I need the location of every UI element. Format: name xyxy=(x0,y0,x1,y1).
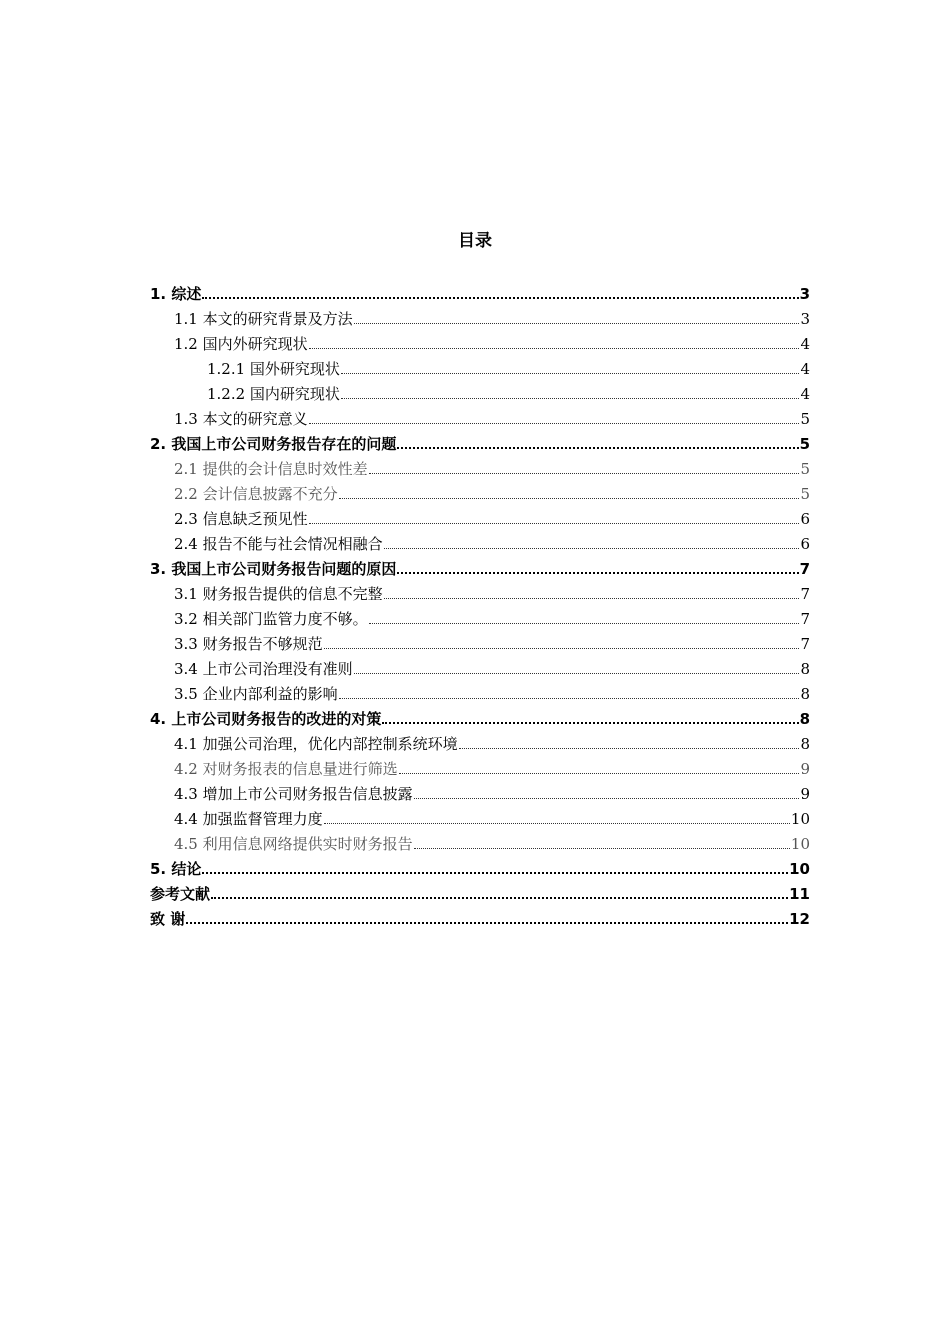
toc-entry-label: 4.1 加强公司治理，优化内部控制系统环境 xyxy=(174,735,458,753)
toc-dot-leader xyxy=(341,360,800,374)
toc-dot-leader xyxy=(384,535,800,549)
toc-entry-label: 1. 综述 xyxy=(150,285,202,303)
toc-entry-label: 3.5 企业内部利益的影响 xyxy=(174,685,338,703)
toc-page-number: 7 xyxy=(800,635,810,653)
toc-dot-leader xyxy=(397,434,798,449)
toc-dot-leader xyxy=(354,660,800,674)
toc-entry[interactable] xyxy=(150,753,810,778)
toc-page-number: 5 xyxy=(799,435,810,453)
toc-entry[interactable] xyxy=(150,678,810,703)
toc-entry-label: 1.3 本文的研究意义 xyxy=(174,410,308,428)
toc-page-number: 5 xyxy=(800,485,810,503)
toc-entry[interactable] xyxy=(150,553,810,578)
toc-page-number: 5 xyxy=(800,410,810,428)
toc-dot-leader xyxy=(397,559,798,574)
toc-entry[interactable] xyxy=(150,703,810,728)
toc-page-number: 6 xyxy=(800,510,810,528)
toc-page-number: 12 xyxy=(789,910,810,928)
toc-page-number: 9 xyxy=(800,760,810,778)
toc-entry[interactable] xyxy=(150,853,810,878)
toc-entry[interactable] xyxy=(150,903,810,928)
toc-entry[interactable] xyxy=(150,653,810,678)
toc-entry[interactable] xyxy=(150,878,810,903)
toc-entry[interactable] xyxy=(150,328,810,353)
toc-entry[interactable] xyxy=(150,728,810,753)
toc-entry[interactable] xyxy=(150,603,810,628)
toc-entry[interactable] xyxy=(150,778,810,803)
toc-page-number: 10 xyxy=(789,860,810,878)
toc-entry-label: 3. 我国上市公司财务报告问题的原因 xyxy=(150,560,397,578)
toc-dot-leader xyxy=(211,884,788,899)
toc-page-number: 3 xyxy=(800,310,810,328)
toc-title: 目录 xyxy=(458,231,492,251)
toc-entry-label: 2.2 会计信息披露不充分 xyxy=(174,485,338,503)
toc-entry-label: 4.4 加强监督管理力度 xyxy=(174,810,323,828)
toc-entry-label: 致 谢 xyxy=(150,910,186,928)
toc-dot-leader xyxy=(202,284,798,299)
toc-entry-label: 4.5 利用信息网络提供实时财务报告 xyxy=(174,835,413,853)
table-of-contents xyxy=(150,278,810,928)
toc-entry[interactable] xyxy=(150,478,810,503)
toc-page-number: 6 xyxy=(800,535,810,553)
toc-page-number: 8 xyxy=(800,735,810,753)
toc-dot-leader xyxy=(339,685,800,699)
toc-dot-leader xyxy=(369,610,800,624)
toc-entry-label: 1.2.2 国内研究现状 xyxy=(207,385,340,403)
toc-dot-leader xyxy=(309,335,800,349)
toc-entry[interactable] xyxy=(150,628,810,653)
toc-dot-leader xyxy=(382,709,798,724)
toc-entry-label: 3.3 财务报告不够规范 xyxy=(174,635,323,653)
toc-entry-label: 4. 上市公司财务报告的改进的对策 xyxy=(150,710,382,728)
toc-entry-label: 2. 我国上市公司财务报告存在的问题 xyxy=(150,435,397,453)
toc-entry-label: 1.2 国内外研究现状 xyxy=(174,335,308,353)
toc-dot-leader xyxy=(369,460,800,474)
toc-dot-leader xyxy=(459,735,800,749)
toc-entry-label: 3.4 上市公司治理没有准则 xyxy=(174,660,353,678)
toc-entry-label: 2.4 报告不能与社会情况相融合 xyxy=(174,535,383,553)
toc-dot-leader xyxy=(399,760,800,774)
toc-entry[interactable] xyxy=(150,803,810,828)
toc-entry-label: 2.1 提供的会计信息时效性差 xyxy=(174,460,368,478)
toc-entry-label: 4.2 对财务报表的信息量进行筛选 xyxy=(174,760,398,778)
toc-dot-leader xyxy=(384,585,800,599)
toc-entry[interactable] xyxy=(150,278,810,303)
toc-dot-leader xyxy=(309,510,800,524)
toc-page-number: 3 xyxy=(799,285,810,303)
toc-entry-label: 3.2 相关部门监管力度不够。 xyxy=(174,610,368,628)
toc-page-number: 8 xyxy=(800,660,810,678)
toc-page-number: 4 xyxy=(800,335,810,353)
toc-page-number: 10 xyxy=(790,810,810,828)
toc-page-number: 5 xyxy=(800,460,810,478)
toc-entry-label: 4.3 增加上市公司财务报告信息披露 xyxy=(174,785,413,803)
toc-page-number: 4 xyxy=(800,385,810,403)
toc-dot-leader xyxy=(341,385,800,399)
toc-entry[interactable] xyxy=(150,503,810,528)
toc-page-number: 8 xyxy=(800,685,810,703)
toc-entry[interactable] xyxy=(150,403,810,428)
toc-page-number: 10 xyxy=(790,835,810,853)
toc-page-number: 11 xyxy=(789,885,810,903)
toc-entry-label: 1.2.1 国外研究现状 xyxy=(207,360,340,378)
toc-entry-label: 1.1 本文的研究背景及方法 xyxy=(174,310,353,328)
toc-entry[interactable] xyxy=(150,378,810,403)
toc-page-number: 4 xyxy=(800,360,810,378)
toc-dot-leader xyxy=(414,785,800,799)
toc-entry[interactable] xyxy=(150,578,810,603)
toc-page-number: 7 xyxy=(800,585,810,603)
toc-dot-leader xyxy=(202,859,788,874)
toc-page-number: 7 xyxy=(799,560,810,578)
toc-entry[interactable] xyxy=(150,453,810,478)
toc-dot-leader xyxy=(354,310,800,324)
toc-dot-leader xyxy=(414,835,790,849)
toc-dot-leader xyxy=(186,909,788,924)
toc-entry-label: 2.3 信息缺乏预见性 xyxy=(174,510,308,528)
toc-page-number: 7 xyxy=(800,610,810,628)
toc-dot-leader xyxy=(324,635,800,649)
toc-entry-label: 3.1 财务报告提供的信息不完整 xyxy=(174,585,383,603)
toc-entry[interactable] xyxy=(150,828,810,853)
toc-entry-label: 参考文献 xyxy=(150,885,211,903)
toc-entry[interactable] xyxy=(150,528,810,553)
toc-entry-label: 5. 结论 xyxy=(150,860,202,878)
toc-dot-leader xyxy=(339,485,800,499)
toc-dot-leader xyxy=(324,810,790,824)
toc-dot-leader xyxy=(309,410,800,424)
toc-page-number: 8 xyxy=(799,710,810,728)
toc-page-number: 9 xyxy=(800,785,810,803)
toc-entry[interactable] xyxy=(150,303,810,328)
toc-entry[interactable] xyxy=(150,428,810,453)
toc-entry[interactable] xyxy=(150,353,810,378)
